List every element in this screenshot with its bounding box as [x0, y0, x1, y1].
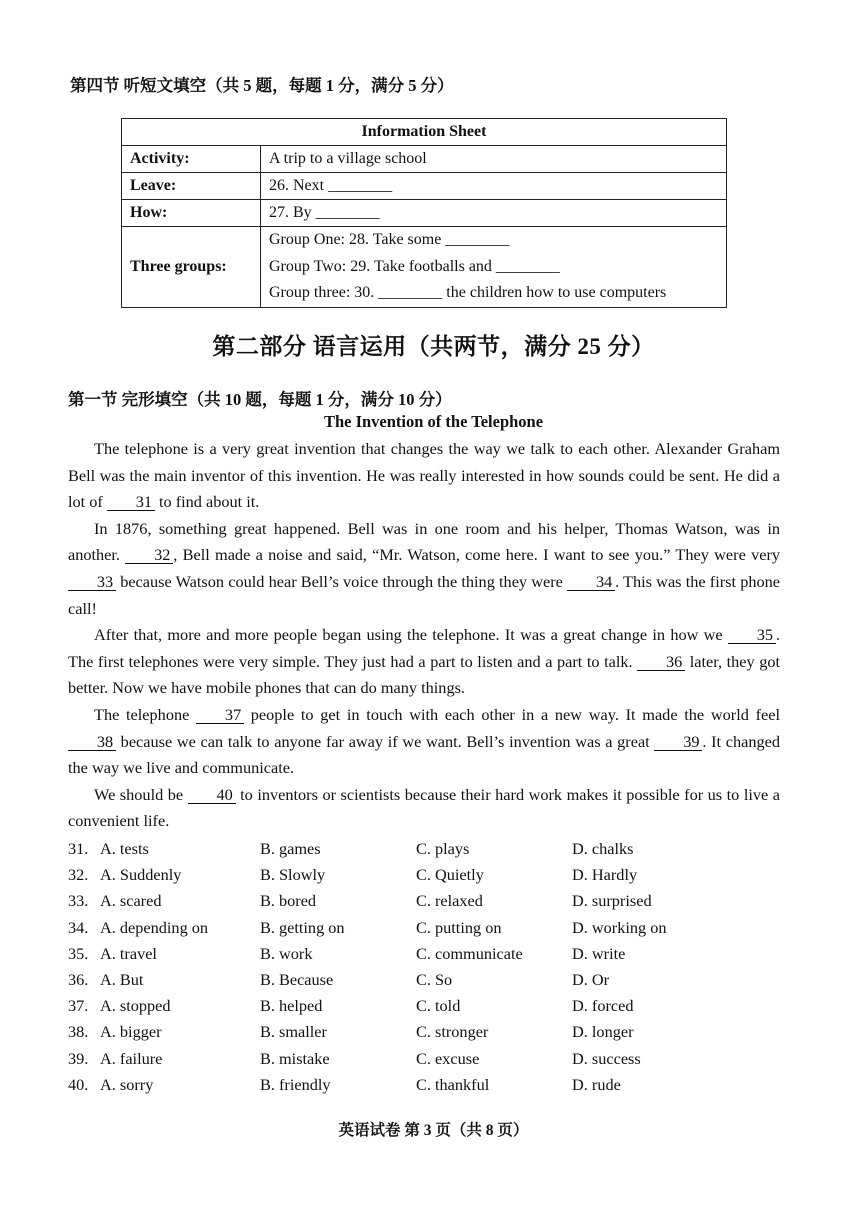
option-d: D. surprised	[572, 891, 652, 911]
blank-38: 38	[68, 733, 116, 751]
question-number: 34.	[68, 917, 89, 937]
option-c: C. plays	[416, 839, 470, 859]
group-two-line: Group Two: 29. Take footballs and ________	[269, 257, 560, 275]
option-row	[68, 862, 692, 888]
option-b: B. mistake	[260, 1048, 330, 1068]
blank-31: 31	[107, 493, 155, 511]
option-b: B. helped	[260, 996, 323, 1016]
page-footer: 英语试卷 第 3 页（共 8 页）	[338, 1122, 529, 1139]
option-d: D. Or	[572, 970, 610, 990]
option-a: A. scared	[100, 891, 162, 911]
option-row	[68, 915, 692, 941]
question-number: 37.	[68, 996, 89, 1016]
blank-36: 36	[637, 653, 685, 671]
question-number: 36.	[68, 970, 89, 990]
leave-label: Leave:	[122, 173, 261, 200]
option-c: C. told	[416, 996, 461, 1016]
leave-value: 26. Next ________	[261, 173, 727, 200]
option-b: B. smaller	[260, 1022, 327, 1042]
option-d: D. write	[572, 943, 626, 963]
paragraph-5	[68, 782, 780, 835]
option-b: B. games	[260, 839, 321, 859]
option-a: A. sorry	[100, 1074, 154, 1094]
question-number: 38.	[68, 1022, 89, 1042]
option-row	[68, 993, 692, 1019]
blank-35: 35	[728, 626, 776, 644]
paragraph-1	[68, 436, 780, 516]
option-d: D. chalks	[572, 839, 634, 859]
blank-33: 33	[68, 573, 116, 591]
question-number: 35.	[68, 943, 89, 963]
option-row	[68, 941, 692, 967]
option-a: A. failure	[100, 1048, 163, 1068]
activity-label: Activity:	[122, 146, 261, 173]
paragraph-text: to inventors or scientists because their hard work makes it possible for us to live a convenient life.	[68, 784, 780, 831]
paragraph-text: to find about it.	[154, 492, 260, 512]
question-number: 32.	[68, 865, 89, 885]
activity-value: A trip to a village school	[261, 146, 727, 173]
cloze-passage	[68, 436, 780, 835]
option-c: C. stronger	[416, 1022, 489, 1042]
option-row	[68, 967, 692, 993]
option-c: C. Quietly	[416, 865, 484, 885]
option-c: C. relaxed	[416, 891, 483, 911]
option-a: A. bigger	[100, 1022, 162, 1042]
option-b: B. getting on	[260, 917, 345, 937]
paragraph-text: later, they got better. Now we have mobile phones that can do many things.	[68, 651, 780, 698]
paragraph-text: . It changed the way we live and communicate.	[68, 731, 780, 778]
part2-title: 第二部分 语言运用（共两节，满分 25 分）	[212, 334, 655, 359]
section1-heading: 第一节 完形填空（共 10 题，每题 1 分，满分 10 分）	[68, 390, 452, 409]
how-label: How:	[122, 200, 261, 227]
option-a: A. stopped	[100, 996, 171, 1016]
section4-heading: 第四节 听短文填空（共 5 题，每题 1 分，满分 5 分）	[70, 76, 454, 95]
option-d: D. success	[572, 1048, 641, 1068]
paragraph-3	[68, 622, 780, 702]
paragraph-text: We should be	[94, 784, 188, 804]
option-a: A. Suddenly	[100, 865, 182, 885]
option-d: D. forced	[572, 996, 634, 1016]
paragraph-text: After that, more and more people began using the telephone. It was a great change in how we	[94, 625, 728, 645]
option-c: C. thankful	[416, 1074, 490, 1094]
question-number: 39.	[68, 1048, 89, 1068]
option-c: C. So	[416, 970, 453, 990]
option-d: D. Hardly	[572, 865, 638, 885]
paragraph-text: The telephone	[94, 704, 197, 724]
passage-title: The Invention of the Telephone	[323, 412, 544, 431]
option-row	[68, 1046, 692, 1072]
option-a: A. depending on	[100, 917, 209, 937]
paragraph-2	[68, 516, 780, 622]
group-three-line: Group three: 30. ________ the children how to use computers	[269, 284, 667, 301]
paragraph-text: people to get in touch with each other in a new way. It made the world feel	[244, 704, 780, 724]
question-number: 31.	[68, 839, 89, 859]
how-value: 27. By ________	[261, 200, 727, 227]
option-row	[68, 836, 692, 862]
option-row	[68, 888, 692, 914]
option-b: B. Slowly	[260, 865, 326, 885]
option-row	[68, 1019, 692, 1045]
option-b: B. friendly	[260, 1074, 331, 1094]
option-d: D. rude	[572, 1074, 621, 1094]
blank-32: 32	[125, 546, 173, 564]
option-c: C. communicate	[416, 943, 523, 963]
option-b: B. Because	[260, 970, 334, 990]
information-sheet-table	[121, 118, 727, 308]
paragraph-text: because we can talk to anyone far away if we want. Bell’s invention was a great	[116, 731, 655, 751]
paragraph-text: In 1876, something great happened. Bell was in one room and his helper, Thomas Watson, was in another.	[68, 518, 780, 565]
option-d: D. longer	[572, 1022, 634, 1042]
option-d: D. working on	[572, 917, 667, 937]
question-number: 33.	[68, 891, 89, 911]
option-a: A. But	[100, 970, 144, 990]
paragraph-text: because Watson could hear Bell’s voice through the thing they were	[116, 571, 568, 591]
information-sheet-title: Information Sheet	[122, 119, 727, 146]
option-c: C. putting on	[416, 917, 502, 937]
paragraph-text: . This was the first phone call!	[68, 571, 780, 618]
option-b: B. work	[260, 943, 313, 963]
answer-options	[68, 836, 692, 1098]
paragraph-text: , Bell made a noise and said, “Mr. Watson, come here. I want to see you.” They were very	[173, 545, 781, 565]
blank-39: 39	[654, 733, 702, 751]
blank-40: 40	[188, 786, 236, 804]
paragraph-text: The telephone is a very great invention that changes the way we talk to each other. Alexander Graham Bell was the main inventor of this invention. He was really interested in how sounds could be sent. He did a lot of	[68, 439, 780, 512]
blank-37: 37	[196, 706, 244, 724]
option-c: C. excuse	[416, 1048, 480, 1068]
paragraph-text: . The first telephones were very simple. They just had a part to listen and a part to talk.	[68, 625, 780, 671]
option-row	[68, 1072, 692, 1098]
option-b: B. bored	[260, 891, 317, 911]
option-a: A. tests	[100, 839, 149, 859]
groups-label: Three groups:	[122, 227, 261, 308]
group-one-line: Group One: 28. Take some ________	[269, 231, 510, 248]
option-a: A. travel	[100, 943, 157, 963]
blank-34: 34	[567, 573, 615, 591]
question-number: 40.	[68, 1074, 89, 1094]
paragraph-4	[68, 702, 780, 782]
groups-cell	[261, 227, 727, 308]
